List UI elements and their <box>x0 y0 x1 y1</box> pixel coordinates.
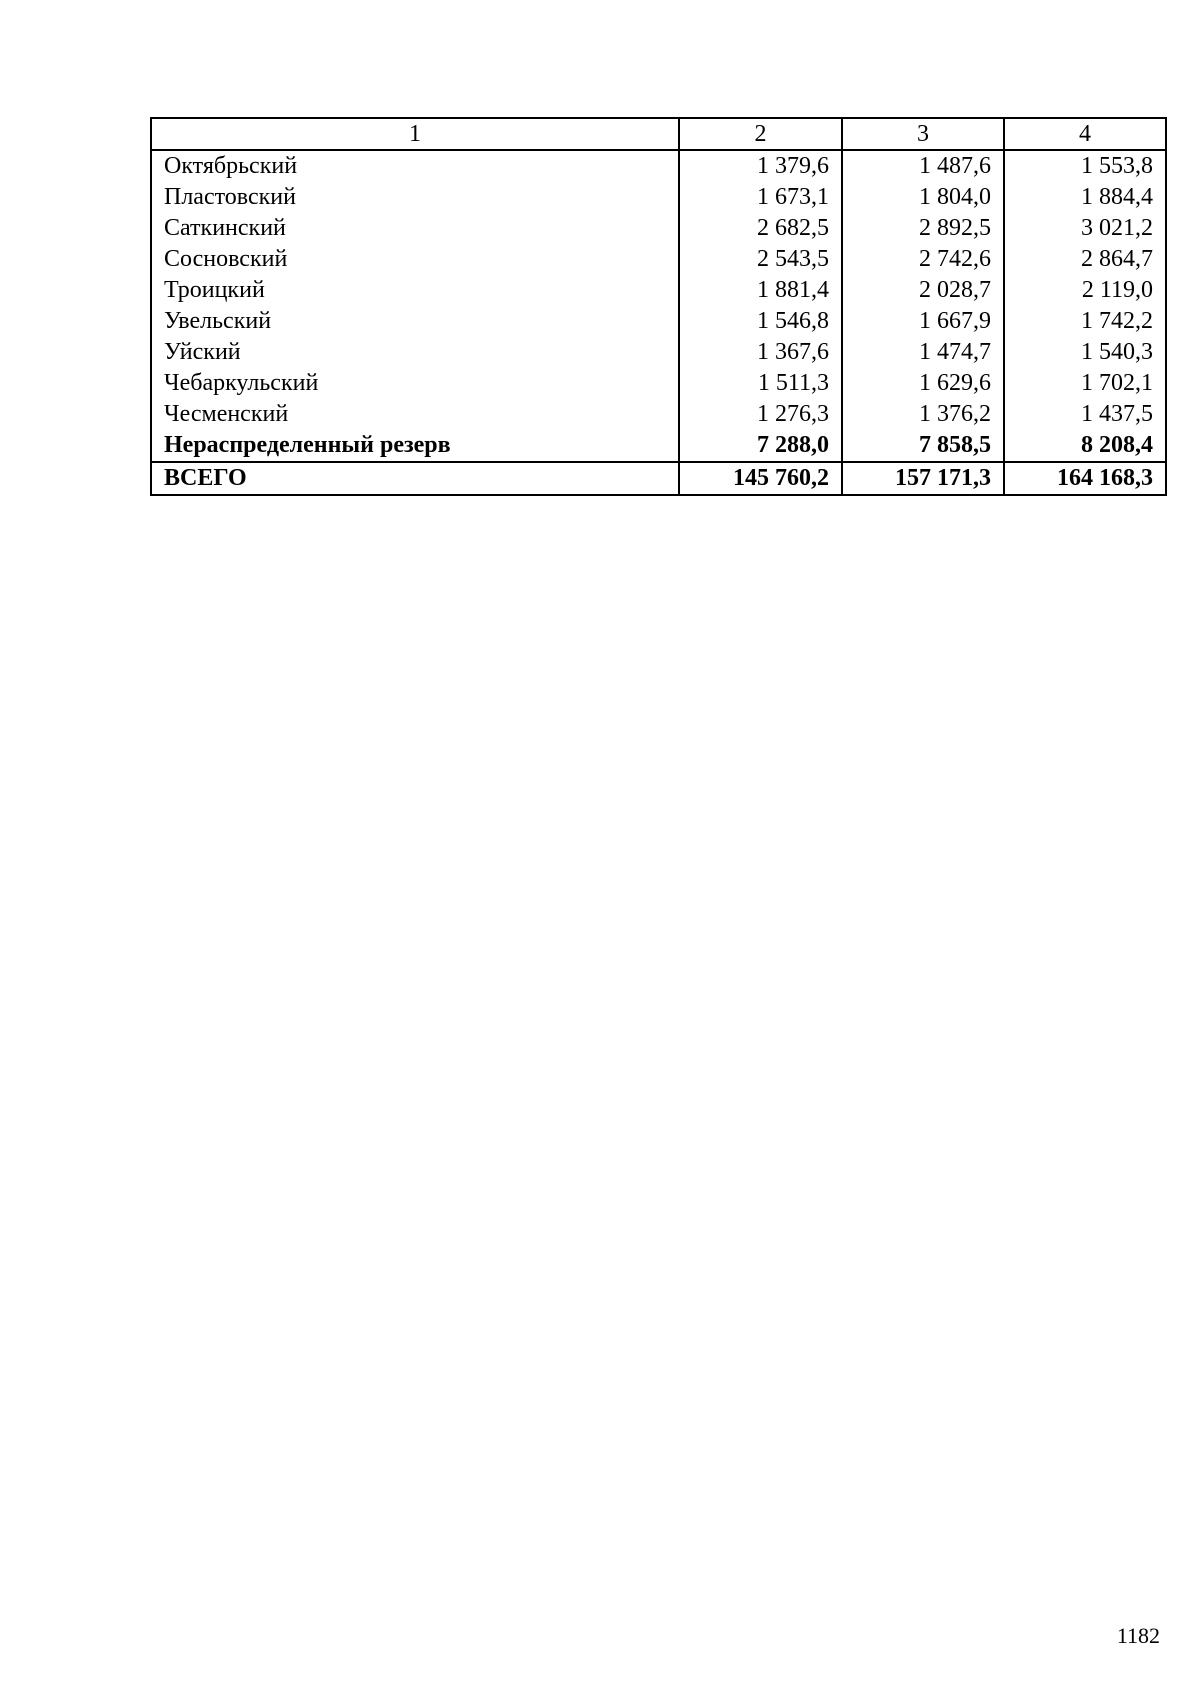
header-cell-3: 3 <box>842 118 1004 150</box>
reserve-name-cell: Нераспределенный резерв <box>151 430 679 462</box>
table-row <box>151 306 1166 337</box>
district-name-cell: Троицкий <box>151 275 679 306</box>
header-cell-4: 4 <box>1004 118 1166 150</box>
value-cell-col3: 1 667,9 <box>842 306 1004 337</box>
header-cell-2: 2 <box>679 118 842 150</box>
data-table <box>150 117 1167 496</box>
reserve-value-col2: 7 288,0 <box>679 430 842 462</box>
value-cell-col4: 1 884,4 <box>1004 182 1166 213</box>
value-cell-col3: 2 742,6 <box>842 244 1004 275</box>
header-row <box>151 118 1166 150</box>
value-cell-col4: 1 553,8 <box>1004 150 1166 182</box>
total-value-col4: 164 168,3 <box>1004 462 1166 495</box>
header-cell-1: 1 <box>151 118 679 150</box>
table-row <box>151 182 1166 213</box>
value-cell-col2: 1 673,1 <box>679 182 842 213</box>
value-cell-col4: 2 864,7 <box>1004 244 1166 275</box>
value-cell-col3: 1 487,6 <box>842 150 1004 182</box>
total-label-cell: ВСЕГО <box>151 462 679 495</box>
value-cell-col3: 2 028,7 <box>842 275 1004 306</box>
table-row <box>151 244 1166 275</box>
reserve-row <box>151 430 1166 462</box>
value-cell-col2: 1 546,8 <box>679 306 842 337</box>
table-row <box>151 275 1166 306</box>
value-cell-col2: 1 511,3 <box>679 368 842 399</box>
value-cell-col4: 2 119,0 <box>1004 275 1166 306</box>
reserve-value-col4: 8 208,4 <box>1004 430 1166 462</box>
value-cell-col3: 1 629,6 <box>842 368 1004 399</box>
total-value-col3: 157 171,3 <box>842 462 1004 495</box>
value-cell-col4: 3 021,2 <box>1004 213 1166 244</box>
total-row <box>151 462 1166 495</box>
district-name-cell: Чебаркульский <box>151 368 679 399</box>
value-cell-col3: 2 892,5 <box>842 213 1004 244</box>
value-cell-col2: 1 276,3 <box>679 399 842 430</box>
table-row <box>151 150 1166 182</box>
district-name-cell: Пластовский <box>151 182 679 213</box>
reserve-value-col3: 7 858,5 <box>842 430 1004 462</box>
table-row <box>151 213 1166 244</box>
value-cell-col4: 1 437,5 <box>1004 399 1166 430</box>
value-cell-col2: 1 379,6 <box>679 150 842 182</box>
page-number: 1182 <box>1116 1623 1160 1648</box>
table-row <box>151 368 1166 399</box>
district-name-cell: Сосновский <box>151 244 679 275</box>
district-name-cell: Уйский <box>151 337 679 368</box>
value-cell-col2: 1 367,6 <box>679 337 842 368</box>
district-name-cell: Саткинский <box>151 213 679 244</box>
value-cell-col2: 2 543,5 <box>679 244 842 275</box>
table-row <box>151 399 1166 430</box>
value-cell-col2: 1 881,4 <box>679 275 842 306</box>
district-name-cell: Увельский <box>151 306 679 337</box>
value-cell-col3: 1 376,2 <box>842 399 1004 430</box>
district-name-cell: Октябрьский <box>151 150 679 182</box>
table-row <box>151 337 1166 368</box>
value-cell-col3: 1 474,7 <box>842 337 1004 368</box>
value-cell-col3: 1 804,0 <box>842 182 1004 213</box>
value-cell-col4: 1 702,1 <box>1004 368 1166 399</box>
value-cell-col2: 2 682,5 <box>679 213 842 244</box>
value-cell-col4: 1 742,2 <box>1004 306 1166 337</box>
district-name-cell: Чесменский <box>151 399 679 430</box>
value-cell-col4: 1 540,3 <box>1004 337 1166 368</box>
total-value-col2: 145 760,2 <box>679 462 842 495</box>
